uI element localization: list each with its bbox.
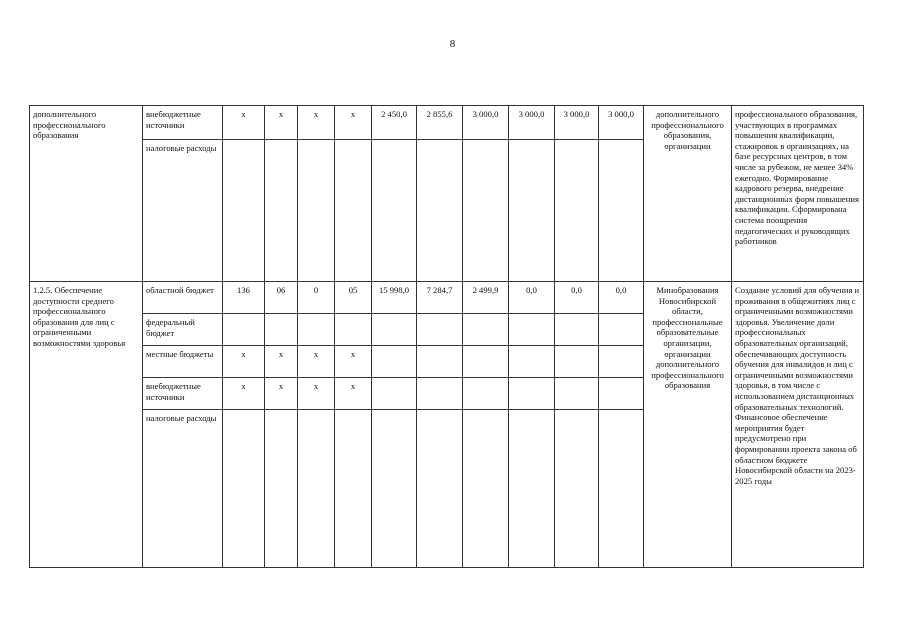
- amount-cell: [463, 378, 509, 410]
- amount-cell: [599, 140, 644, 282]
- code-cell: х: [223, 106, 265, 140]
- page-number: 8: [449, 38, 456, 50]
- code-cell: х: [335, 378, 372, 410]
- task-name-cell: дополнительного профессионального образования: [30, 106, 143, 282]
- amount-cell: [509, 314, 555, 346]
- amount-cell: [555, 314, 599, 346]
- code-cell: [223, 140, 265, 282]
- table-row: [30, 282, 864, 314]
- executor-cell: Минобразования Новосибирской области, профессиональные образовательные организации, организации дополнительного профессионального образования: [644, 282, 732, 568]
- task-name-cell: 1.2.5. Обеспечение доступности среднего профессионального образования для лиц с ограниченными возможностями здоровья: [30, 282, 143, 568]
- amount-cell: 7 284,7: [417, 282, 463, 314]
- amount-cell: [509, 346, 555, 378]
- funding-source-cell: местные бюджеты: [143, 346, 223, 378]
- executor-cell: дополнительного профессионального образования, организации: [644, 106, 732, 282]
- code-cell: [298, 314, 335, 346]
- amount-cell: 2 450,0: [372, 106, 417, 140]
- amount-cell: [509, 378, 555, 410]
- code-cell: [265, 140, 298, 282]
- code-cell: 06: [265, 282, 298, 314]
- amount-cell: [599, 378, 644, 410]
- amount-cell: [463, 140, 509, 282]
- amount-cell: [372, 346, 417, 378]
- amount-cell: 0,0: [555, 282, 599, 314]
- amount-cell: [372, 410, 417, 568]
- amount-cell: [417, 346, 463, 378]
- amount-cell: 0,0: [509, 282, 555, 314]
- code-cell: [335, 410, 372, 568]
- code-cell: х: [265, 106, 298, 140]
- code-cell: [298, 140, 335, 282]
- amount-cell: [372, 378, 417, 410]
- code-cell: х: [265, 378, 298, 410]
- program-table: [29, 105, 864, 568]
- amount-cell: 3 000,0: [463, 106, 509, 140]
- code-cell: 136: [223, 282, 265, 314]
- amount-cell: 3 000,0: [599, 106, 644, 140]
- amount-cell: [599, 410, 644, 568]
- amount-cell: 2 855,6: [417, 106, 463, 140]
- code-cell: х: [335, 106, 372, 140]
- amount-cell: [372, 314, 417, 346]
- amount-cell: 0,0: [599, 282, 644, 314]
- code-cell: [335, 140, 372, 282]
- funding-source-cell: налоговые расходы: [143, 140, 223, 282]
- amount-cell: 3 000,0: [509, 106, 555, 140]
- amount-cell: [417, 140, 463, 282]
- amount-cell: [463, 410, 509, 568]
- code-cell: [223, 410, 265, 568]
- code-cell: х: [265, 346, 298, 378]
- funding-source-cell: федеральный бюджет: [143, 314, 223, 346]
- amount-cell: [417, 314, 463, 346]
- code-cell: 05: [335, 282, 372, 314]
- code-cell: [223, 314, 265, 346]
- funding-source-cell: налоговые расходы: [143, 410, 223, 568]
- amount-cell: [509, 410, 555, 568]
- code-cell: х: [335, 346, 372, 378]
- code-cell: [298, 410, 335, 568]
- amount-cell: 15 998,0: [372, 282, 417, 314]
- amount-cell: [463, 314, 509, 346]
- code-cell: 0: [298, 282, 335, 314]
- result-cell: профессионального образования, участвующих в программах повышения квалификации, стажировок в организациях, на базе ресурсных центров, в том числе за рубежом, не менее 34% ежегодно. Формирование кадрового резерва, внедрение дистанционных форм повышения квалификации. Сформирована система поощрения педагогических и руководящих работников: [732, 106, 864, 282]
- code-cell: х: [223, 346, 265, 378]
- funding-source-cell: областной бюджет: [143, 282, 223, 314]
- amount-cell: [417, 378, 463, 410]
- code-cell: х: [223, 378, 265, 410]
- code-cell: х: [298, 346, 335, 378]
- amount-cell: [463, 346, 509, 378]
- amount-cell: [599, 314, 644, 346]
- amount-cell: [599, 346, 644, 378]
- code-cell: [265, 314, 298, 346]
- amount-cell: [555, 346, 599, 378]
- amount-cell: [372, 140, 417, 282]
- result-cell: Создание условий для обучения и проживания в общежитиях лиц с ограниченными возможностями здоровья. Увеличение доли профессиональных образовательных организаций, обеспечивающих доступность обучения для инвалидов и лиц с ограниченными возможностями здоровья, в том числе с использованием дистанционных образовательных технологий. Финансовое обеспечение мероприятия будет предусмотрено при формировании проекта закона об областном бюджете Новосибирской области на 2023-2025 годы: [732, 282, 864, 568]
- amount-cell: [555, 410, 599, 568]
- amount-cell: [417, 410, 463, 568]
- amount-cell: 3 000,0: [555, 106, 599, 140]
- code-cell: х: [298, 378, 335, 410]
- code-cell: х: [298, 106, 335, 140]
- funding-source-cell: внебюджетные источники: [143, 106, 223, 140]
- amount-cell: [509, 140, 555, 282]
- table-row: [30, 106, 864, 140]
- code-cell: [265, 410, 298, 568]
- funding-source-cell: внебюджетные источники: [143, 378, 223, 410]
- code-cell: [335, 314, 372, 346]
- amount-cell: [555, 378, 599, 410]
- amount-cell: [555, 140, 599, 282]
- amount-cell: 2 499,9: [463, 282, 509, 314]
